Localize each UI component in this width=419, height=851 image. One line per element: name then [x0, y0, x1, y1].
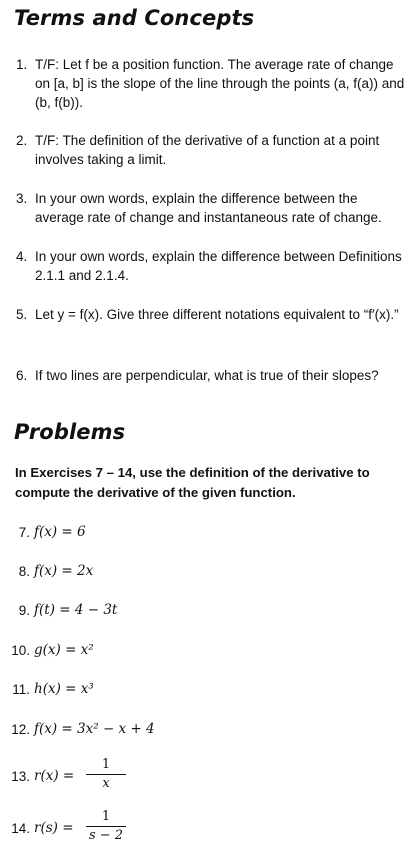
- concept-text: T/F: Let f be a position function. The average rate of change on [a, b] is the slope of the line through the points (a, f(a)) and (b, f(b)).: [35, 57, 405, 110]
- exercise-number: 14.: [11, 821, 30, 836]
- exercise-9: [0, 601, 419, 641]
- exercise-expression: f(x) = 6: [34, 524, 86, 540]
- fraction: [86, 809, 126, 844]
- concept-text: If two lines are perpendicular, what is true of their slopes?: [35, 368, 379, 383]
- concept-number: 1.: [16, 57, 28, 72]
- exercises-instructions: In Exercises 7 – 14, use the definition of the derivative to compute the derivative of the given function.: [15, 465, 370, 500]
- fraction-bar: [86, 774, 126, 775]
- concept-number: 5.: [16, 307, 28, 322]
- concept-number: 4.: [16, 249, 28, 264]
- exercise-number: 9.: [18, 603, 30, 618]
- fraction-bar: [86, 826, 126, 827]
- problems-heading: Problems: [14, 420, 126, 444]
- exercise-number: 8.: [18, 564, 30, 579]
- exercise-expression: f(t) = 4 − 3t: [34, 602, 118, 618]
- exercise-12: [0, 720, 419, 760]
- exercise-8: [0, 562, 419, 602]
- exercise-number: 12.: [11, 722, 30, 737]
- exercise-lhs: r(s) =: [34, 820, 74, 836]
- terms-and-concepts-heading: Terms and Concepts: [14, 6, 255, 30]
- concept-text: In your own words, explain the difference between the average rate of change and instantaneous rate of change.: [35, 191, 382, 225]
- concept-number: 3.: [16, 191, 28, 206]
- exercise-11: [0, 680, 419, 720]
- exercise-lhs: r(x) =: [34, 768, 75, 784]
- concept-text: T/F: The definition of the derivative of a function at a point involves taking a limit.: [35, 133, 380, 167]
- exercise-13: [0, 757, 419, 797]
- concept-number: 2.: [16, 133, 28, 148]
- exercise-14: [0, 809, 419, 849]
- exercise-7: [0, 523, 419, 563]
- exercise-expression: h(x) = x³: [34, 681, 94, 697]
- fraction-denominator: x: [102, 776, 110, 791]
- exercise-10: [0, 641, 419, 681]
- exercise-number: 11.: [12, 682, 30, 697]
- concept-text: In your own words, explain the difference between Definitions 2.1.1 and 2.1.4.: [35, 249, 402, 283]
- exercise-expression: g(x) = x²: [34, 642, 94, 658]
- exercise-number: 13.: [11, 769, 30, 784]
- exercise-number: 7.: [18, 525, 30, 540]
- exercise-number: 10.: [11, 643, 30, 658]
- concept-text: Let y = f(x). Give three different notations equivalent to “f′(x).”: [35, 307, 399, 322]
- exercise-expression: f(x) = 3x² − x + 4: [34, 721, 155, 737]
- fraction-numerator: 1: [101, 809, 111, 824]
- fraction: [86, 757, 126, 792]
- concept-number: 6.: [16, 368, 28, 383]
- fraction-numerator: 1: [101, 757, 111, 772]
- fraction-denominator: s − 2: [88, 828, 124, 843]
- exercise-expression: f(x) = 2x: [34, 563, 94, 579]
